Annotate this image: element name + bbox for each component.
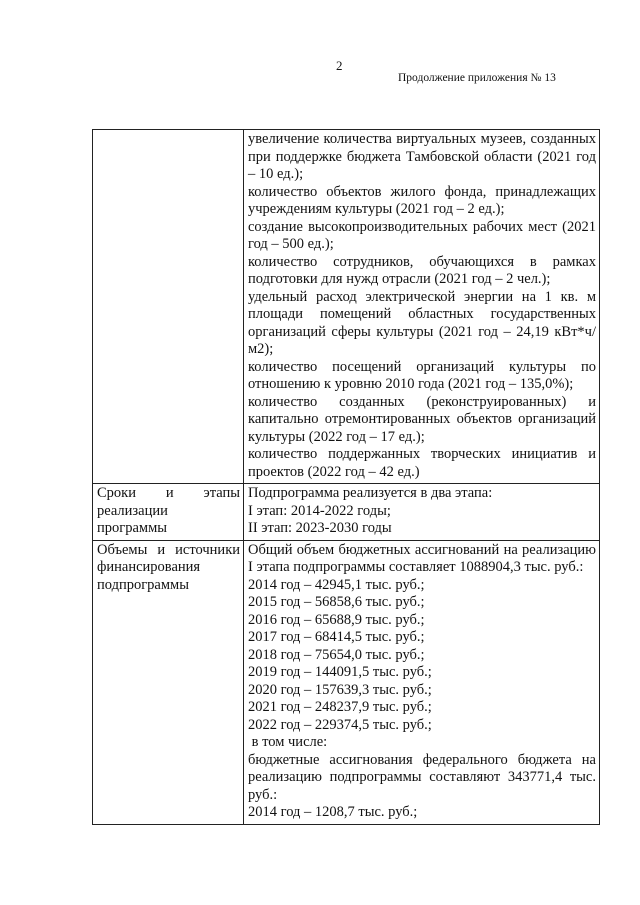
funding-line: в том числе: bbox=[248, 734, 328, 750]
row-label-cell bbox=[93, 130, 244, 484]
row-label: Объемы и источники финансирования подпрограммы bbox=[97, 541, 240, 593]
stage-line: II этап: 2023-2030 годы bbox=[248, 520, 392, 536]
table-row bbox=[93, 130, 600, 484]
indicator-line: удельный расход электрической энергии на 1 кв. м площади помещений областных государственных организаций сферы культуры (2021 год – 24,19 кВт*ч/м2); bbox=[248, 288, 596, 357]
funding-line: 2015 год – 56858,6 тыс. руб.; bbox=[248, 594, 425, 610]
funding-line: бюджетные ассигнования федерального бюджета на реализацию подпрограммы составляют 343771,4 тыс. руб.: bbox=[248, 751, 596, 803]
funding-line: 2022 год – 229374,5 тыс. руб.; bbox=[248, 716, 432, 733]
funding-line: 2016 год – 65688,9 тыс. руб.; bbox=[248, 611, 425, 628]
indicator-line: увеличение количества виртуальных музеев, созданных при поддержке бюджета Тамбовской области (2021 год – 10 ед.); bbox=[248, 131, 596, 182]
funding-line: Общий объем бюджетных ассигнований на реализацию I этапа подпрограммы составляет 1088904,3 тыс. руб.: bbox=[248, 541, 596, 575]
indicator-line: количество сотрудников, обучающихся в рамках подготовки для нужд отрасли (2021 год – 2 чел.); bbox=[248, 253, 596, 287]
table-row bbox=[93, 540, 600, 824]
appendix-note: Продолжение приложения № 13 bbox=[398, 72, 556, 84]
row-label-cell bbox=[93, 484, 244, 541]
funding-line: 2014 год – 1208,7 тыс. руб.; bbox=[248, 804, 418, 820]
table-row bbox=[93, 484, 600, 541]
indicator-line: создание высокопроизводительных рабочих мест (2021 год – 500 ед.); bbox=[248, 218, 596, 252]
indicator-line: количество объектов жилого фонда, принадлежащих учреждениям культуры (2021 год – 2 ед.); bbox=[248, 183, 596, 217]
program-table bbox=[92, 129, 600, 825]
funding-line: 2019 год – 144091,5 тыс. руб.; bbox=[248, 664, 432, 680]
funding-line: 2017 год – 68414,5 тыс. руб.; bbox=[248, 629, 425, 645]
funding-line: 2018 год – 75654,0 тыс. руб.; bbox=[248, 646, 425, 663]
indicator-line: количество посещений организаций культуры по отношению к уровню 2010 года (2021 год – 135,0%); bbox=[248, 358, 596, 392]
stage-line: Подпрограмма реализуется в два этапа: bbox=[248, 485, 493, 501]
funding-line: 2014 год – 42945,1 тыс. руб.; bbox=[248, 576, 425, 593]
row-content-cell bbox=[244, 130, 600, 484]
page-number: 2 bbox=[336, 58, 343, 73]
indicator-line: количество поддержанных творческих инициатив и проектов (2022 год – 42 ед.) bbox=[248, 446, 596, 480]
funding-line: 2021 год – 248237,9 тыс. руб.; bbox=[248, 699, 432, 715]
indicator-line: количество созданных (реконструированных) и капитально отремонтированных объектов организаций культуры (2022 год – 17 ед.); bbox=[248, 393, 596, 445]
stage-line: I этап: 2014-2022 годы; bbox=[248, 502, 391, 519]
row-label-cell bbox=[93, 540, 244, 824]
row-content-cell bbox=[244, 484, 600, 541]
row-label: Сроки и этапы реализации программы bbox=[97, 485, 240, 536]
row-content-cell bbox=[244, 540, 600, 824]
funding-line: 2020 год – 157639,3 тыс. руб.; bbox=[248, 681, 432, 698]
